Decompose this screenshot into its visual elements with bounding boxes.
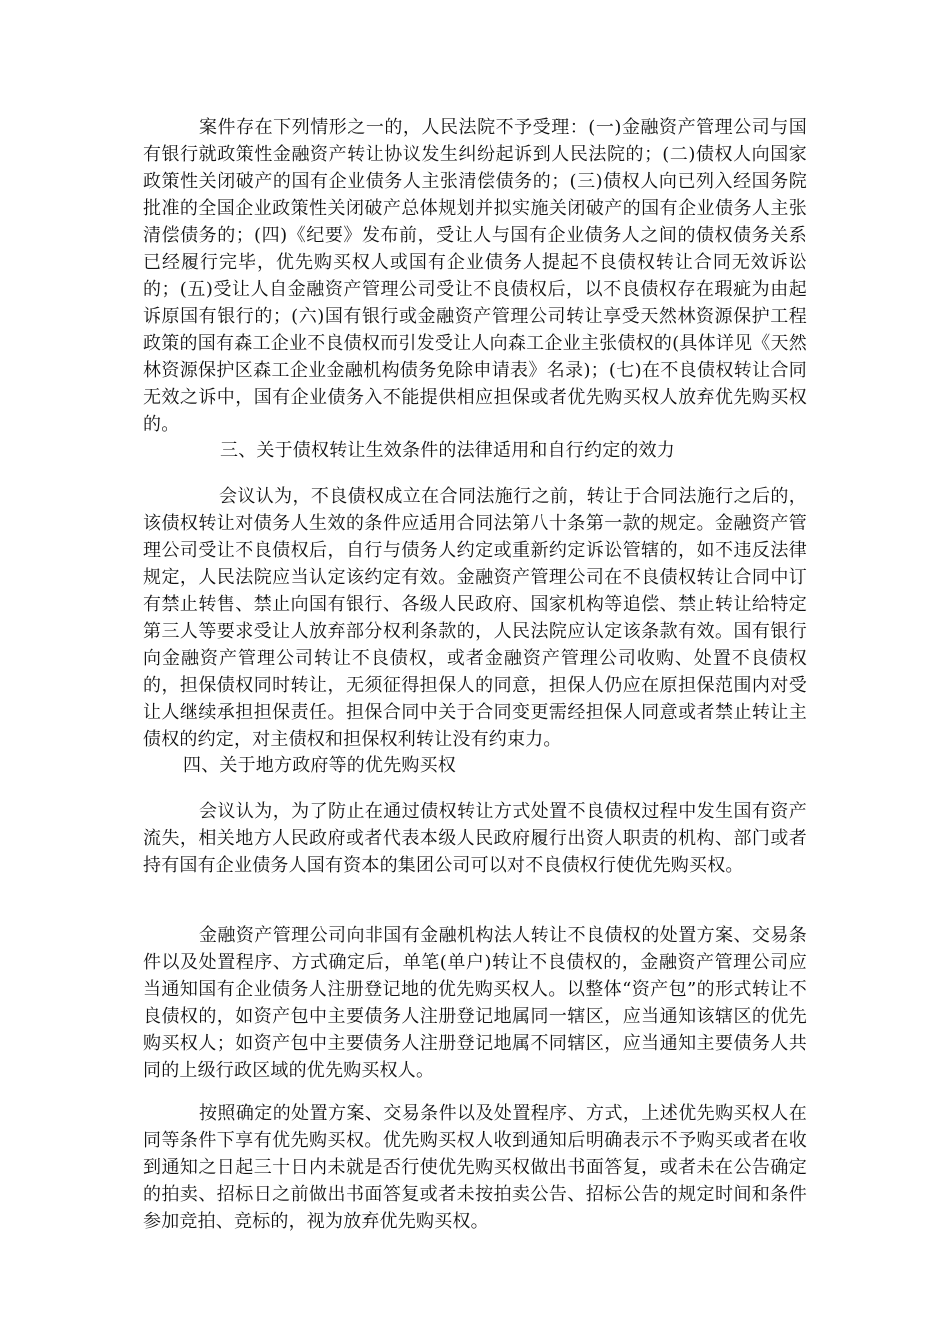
section-heading-3: 三、关于债权转让生效条件的法律适用和自行约定的效力 bbox=[220, 440, 675, 461]
paragraph-notification-procedure: 金融资产管理公司向非国有金融机构法人转让不良债权的处置方案、交易条件以及处置程序、方式确定后，单笔(单户)转让不良债权的，金融资产管理公司应当通知国有企业债务人注册登记地的优先购买权人。以整体“资产包”的形式转让不良债权的，如资产包中主要债务人注册登记地属同一辖区，应当通知该辖区的优先购买权人；如资产包中主要债务人注册登记地属不同辖区，应当通知主要债务人共同的上级行政区域的优先购买权人。 bbox=[143, 925, 807, 1081]
paragraph-preemptive-right-purpose: 会议认为，为了防止在通过债权转让方式处置不良债权过程中发生国有资产流失，相关地方人民政府或者代表本级人民政府履行出资人职责的机构、部门或者持有国有企业债务人国有资本的集团公司可以对不良债权行使优先购买权。 bbox=[143, 801, 807, 876]
section-heading-4: 四、关于地方政府等的优先购买权 bbox=[183, 755, 456, 776]
paragraph-waiver-conditions: 按照确定的处置方案、交易条件以及处置程序、方式，上述优先购买权人在同等条件下享有优先购买权。优先购买权人收到通知后明确表示不予购买或者在收到通知之日起三十日内未就是否行使优先购买权做出书面答复，或者未在公告确定的拍卖、招标日之前做出书面答复或者未按拍卖公告、招标公告的规定时间和条件参加竞拍、竞标的，视为放弃优先购买权。 bbox=[143, 1103, 807, 1232]
paragraph-inadmissible-cases: 案件存在下列情形之一的，人民法院不予受理：(一)金融资产管理公司与国有银行就政策性金融资产转让协议发生纠纷起诉到人民法院的；(二)债权人向国家政策性关闭破产的国有企业债务人主张清偿债务的；(三)债权人向已列入经国务院批准的全国企业政策性关闭破产总体规划并拟实施关闭破产的国有企业债务人主张清偿债务的；(四)《纪要》发布前，受让人与国有企业债务人之间的债权债务关系已经履行完毕，优先购买权人或国有企业债务人提起不良债权转让合同无效诉讼的；(五)受让人自金融资产管理公司受让不良债权后，以不良债权存在瑕疵为由起诉原国有银行的；(六)国有银行或金融资产管理公司转让享受天然林资源保护工程政策的国有森工企业不良债权而引发受让人向森工企业主张债权的(具体详见《天然林资源保护区森工企业金融机构债务免除申请表》名录)；(七)在不良债权转让合同无效之诉中，国有企业债务入不能提供相应担保或者优先购买权人放弃优先购买权的。 bbox=[143, 117, 807, 435]
paragraph-transfer-effect: 会议认为，不良债权成立在合同法施行之前，转让于合同法施行之后的，该债权转让对债务人生效的条件应适用合同法第八十条第一款的规定。金融资产管理公司受让不良债权后，自行与债务人约定或重新约定诉讼管辖的，如不违反法律规定，人民法院应当认定该约定有效。金融资产管理公司在不良债权转让合同中订有禁止转售、禁止向国有银行、各级人民政府、国家机构等追偿、禁止转让给特定第三人等要求受让人放弃部分权利条款的，人民法院应认定该条款有效。国有银行向金融资产管理公司转让不良债权，或者金融资产管理公司收购、处置不良债权的，担保债权同时转让，无须征得担保人的同意，担保人仍应在原担保范围内对受让人继续承担担保责任。担保合同中关于合同变更需经担保人同意或者禁止转让主债权的约定，对主债权和担保权利转让没有约束力。 bbox=[143, 486, 807, 750]
